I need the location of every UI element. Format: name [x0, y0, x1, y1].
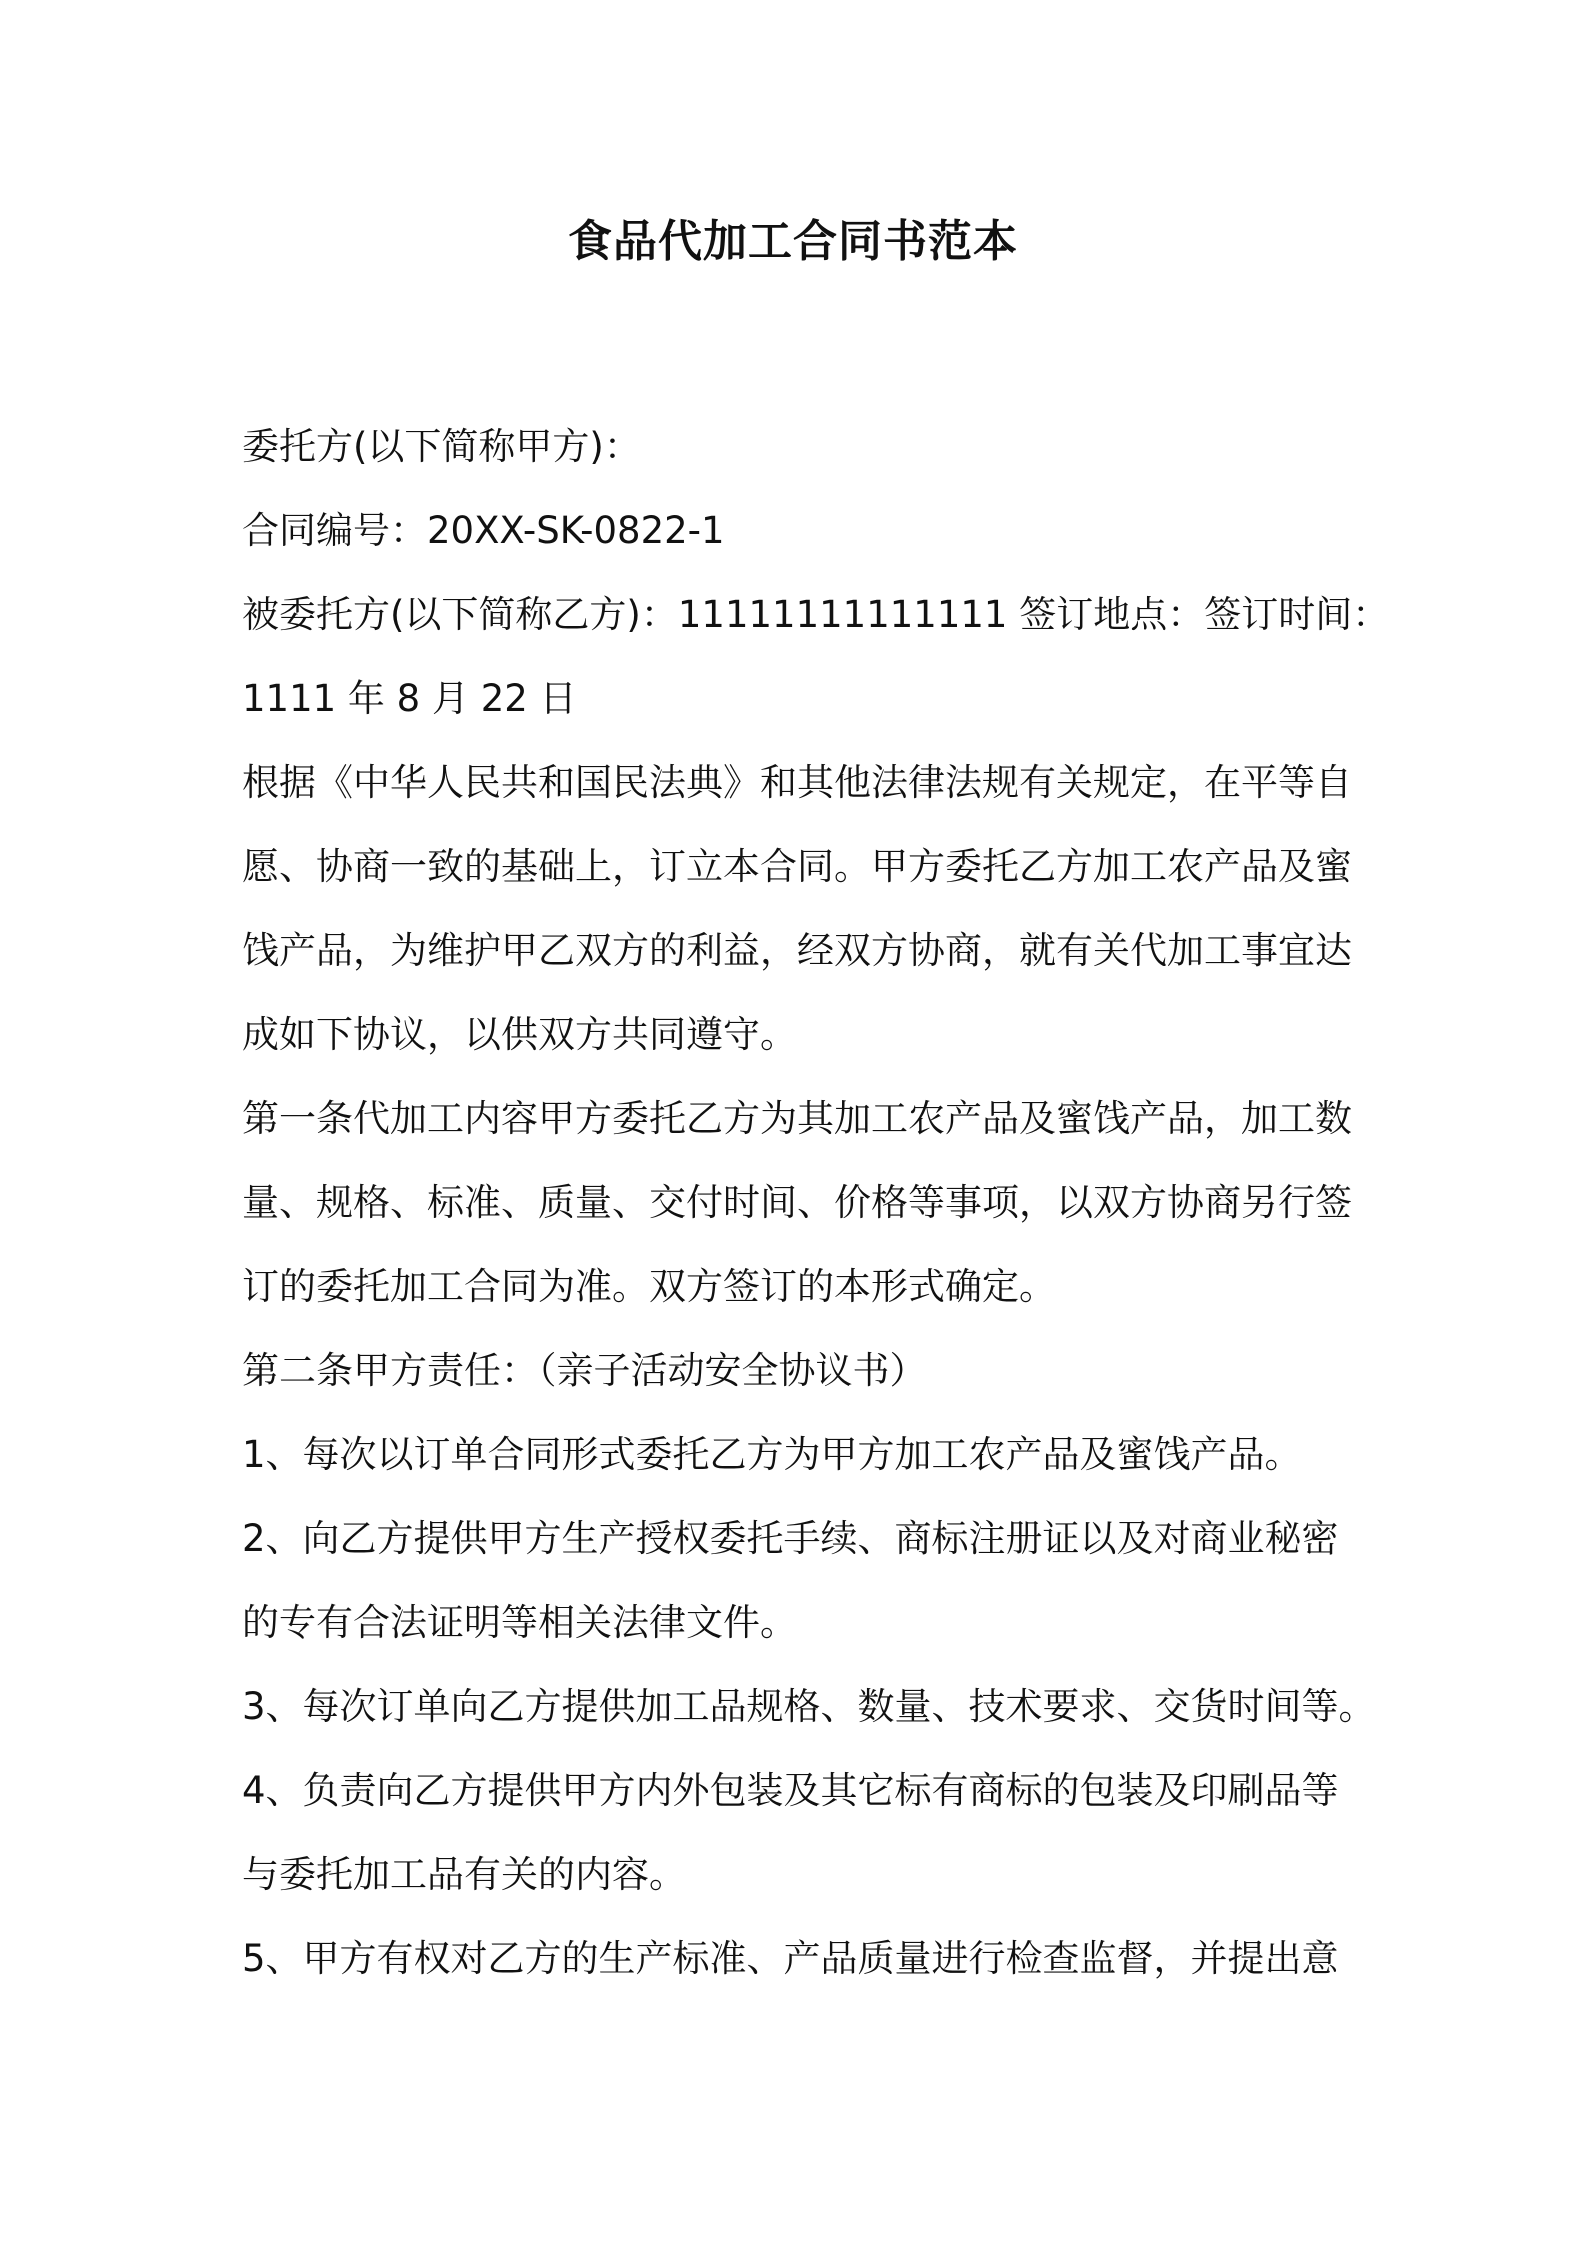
list-item-line: 与委托加工品有关的内容。 — [242, 1853, 686, 1896]
article-two-heading: 第二条甲方责任：（亲子活动安全协议书） — [242, 1349, 927, 1392]
list-item-line: 1、每次以订单合同形式委托乙方为甲方加工农产品及蜜饯产品。 — [242, 1433, 1302, 1476]
list-item-line: 的专有合法证明等相关法律文件。 — [242, 1601, 797, 1644]
contract-number-line: 合同编号：20XX-SK-0822-1 — [242, 509, 725, 552]
article-one-line: 订的委托加工合同为准。双方签订的本形式确定。 — [242, 1265, 1056, 1308]
signing-date-line: 1111 年 8 月 22 日 — [242, 677, 577, 720]
article-one-line: 量、规格、标准、质量、交付时间、价格等事项，以双方协商另行签 — [242, 1181, 1352, 1224]
preamble-line: 根据《中华人民共和国民法典》和其他法律法规有关规定，在平等自 — [242, 761, 1352, 804]
party-a-line: 委托方(以下简称甲方)： — [242, 425, 641, 468]
preamble-line: 愿、协商一致的基础上，订立本合同。甲方委托乙方加工农产品及蜜 — [242, 845, 1352, 888]
preamble-line: 饯产品，为维护甲乙双方的利益，经双方协商，就有关代加工事宜达 — [242, 929, 1352, 972]
list-item-line: 4、负责向乙方提供甲方内外包装及其它标有商标的包装及印刷品等 — [242, 1769, 1339, 1812]
list-item-line: 3、每次订单向乙方提供加工品规格、数量、技术要求、交货时间等。 — [242, 1685, 1376, 1728]
list-item-line: 5、甲方有权对乙方的生产标准、产品质量进行检查监督，并提出意 — [242, 1937, 1339, 1980]
list-item-line: 2、向乙方提供甲方生产授权委托手续、商标注册证以及对商业秘密 — [242, 1517, 1339, 1560]
article-one-line: 第一条代加工内容甲方委托乙方为其加工农产品及蜜饯产品，加工数 — [242, 1097, 1352, 1140]
preamble-line: 成如下协议，以供双方共同遵守。 — [242, 1013, 797, 1056]
party-b-line: 被委托方(以下简称乙方)：11111111111111 签订地点：签订时间： — [242, 593, 1390, 636]
document-title: 食品代加工合同书范本 — [568, 216, 1018, 267]
document-body — [242, 405, 1392, 2001]
